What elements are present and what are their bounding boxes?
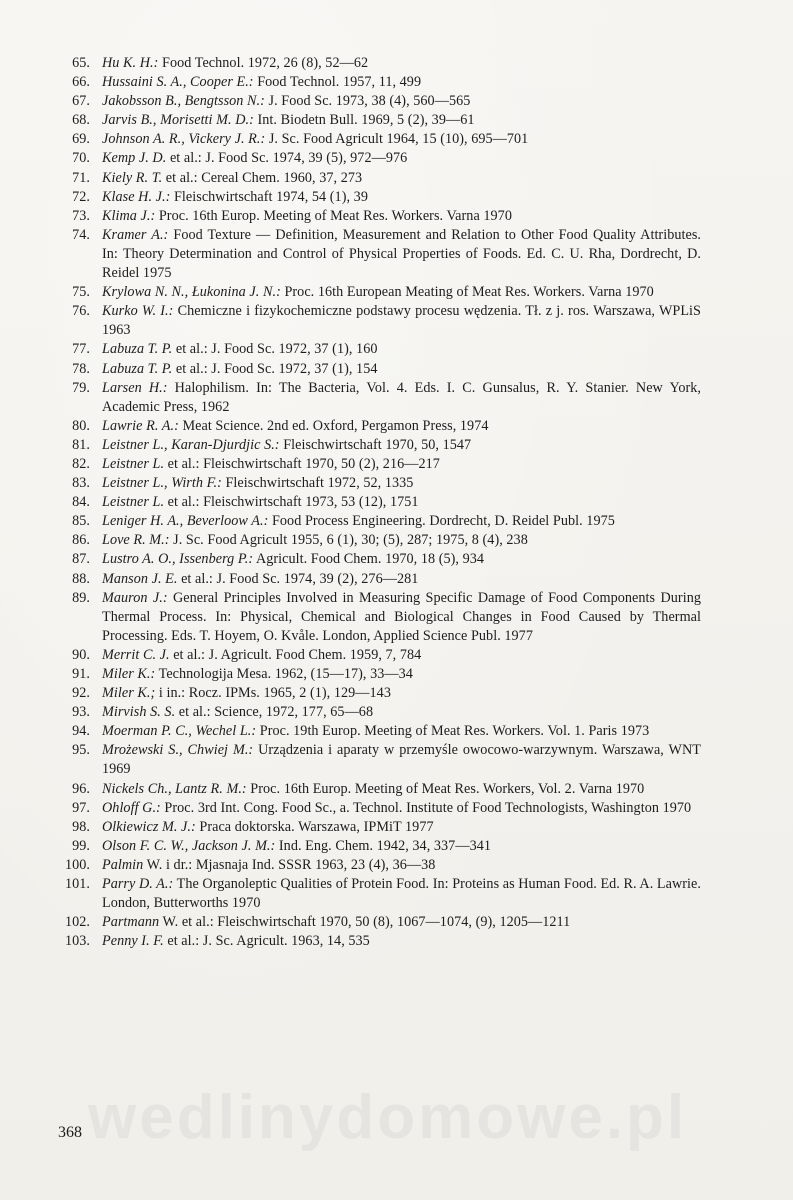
reference-authors: Leistner L.	[102, 494, 165, 511]
reference-number: 70.	[72, 150, 90, 167]
reference-number: 87.	[72, 551, 90, 568]
reference-text: Technologija Mesa. 1962, (15—17), 33—34	[155, 666, 413, 682]
reference-item	[0, 512, 793, 531]
reference-text: Proc. 16th Europ. Meeting of Meat Res. Workers. Varna 1970	[155, 207, 512, 224]
reference-number: 73.	[72, 207, 90, 224]
reference-item	[0, 531, 793, 550]
reference-number: 84.	[72, 494, 90, 511]
reference-text: Agricult. Food Chem. 1970, 18 (5), 934	[253, 551, 485, 568]
reference-text: Chemiczne i fizykochemiczne podstawy procesu wędzenia. Tł. z j. ros. Warszawa, WPLiS 1963	[102, 303, 701, 339]
reference-authors: Hu K. H.:	[102, 55, 159, 71]
reference-item	[0, 54, 793, 73]
reference-authors: Parry D. A.:	[102, 876, 174, 893]
reference-item	[0, 340, 793, 359]
reference-text: Urządzenia i aparaty w przemyśle owocowo-warzywnym. Warszawa, WNT 1969	[102, 742, 702, 778]
page-number: 368	[58, 1124, 82, 1141]
reference-text: et al.: J. Food Sc. 1974, 39 (5), 972—976	[166, 150, 408, 167]
reference-item	[0, 474, 793, 493]
reference-number: 89.	[72, 589, 90, 606]
reference-text: Meat Science. 2nd ed. Oxford, Pergamon Press, 1974	[178, 417, 489, 434]
reference-item	[0, 875, 793, 913]
reference-text: et al.: Fleischwirtschaft 1973, 53 (12), 1751	[164, 494, 419, 511]
reference-number: 71.	[72, 169, 90, 186]
reference-text: Fleischwirtschaft 1972, 52, 1335	[221, 475, 414, 492]
reference-authors: Olkiewicz M. J.:	[102, 818, 196, 835]
reference-text: Food Technol. 1972, 26 (8), 52—62	[158, 55, 369, 71]
reference-number: 66.	[72, 74, 90, 91]
reference-number: 92.	[72, 685, 90, 702]
reference-text: et al.: J. Food Sc. 1974, 39 (2), 276—281	[177, 570, 419, 587]
reference-authors: Jakobsson B., Bengtsson N.:	[102, 93, 265, 110]
reference-item	[0, 149, 793, 168]
reference-authors: Mirvish S. S.	[102, 704, 176, 721]
reference-item	[0, 493, 793, 512]
reference-number: 83.	[72, 475, 90, 492]
reference-text: i in.: Rocz. IPMs. 1965, 2 (1), 129—143	[155, 685, 391, 702]
reference-item	[0, 302, 793, 340]
reference-text: Proc. 16th European Meating of Meat Res. Workers. Varna 1970	[280, 284, 654, 301]
reference-item	[0, 379, 793, 417]
reference-number: 90.	[72, 646, 90, 663]
reference-text: Food Technol. 1957, 11, 499	[253, 74, 422, 91]
reference-number: 91.	[72, 666, 90, 682]
reference-text: et al.: Fleischwirtschaft 1970, 50 (2), 216—217	[164, 455, 440, 472]
reference-authors: Manson J. E.	[102, 570, 178, 587]
reference-authors: Leistner L., Karan-Djurdjic S.:	[102, 436, 280, 453]
reference-item	[0, 92, 793, 111]
reference-number: 97.	[72, 799, 90, 816]
reference-authors: Partmann	[102, 914, 160, 931]
reference-item	[0, 913, 793, 932]
reference-text: et al.: J. Agricult. Food Chem. 1959, 7, 784	[169, 646, 422, 663]
reference-authors: Leistner L.	[102, 455, 165, 472]
reference-number: 67.	[72, 93, 90, 110]
reference-authors: Kurko W. I.:	[102, 303, 174, 320]
reference-text: et al.: J. Sc. Agricult. 1963, 14, 535	[163, 933, 370, 950]
reference-text: Proc. 16th Europ. Meeting of Meat Res. Workers, Vol. 2. Varna 1970	[246, 780, 645, 797]
reference-number: 68.	[72, 112, 90, 129]
reference-number: 86.	[72, 532, 90, 549]
reference-authors: Kiely R. T.	[102, 169, 163, 186]
reference-number: 79.	[72, 379, 90, 396]
reference-item	[0, 550, 793, 569]
reference-number: 102.	[64, 914, 90, 931]
reference-authors: Kemp J. D.	[102, 150, 167, 167]
reference-number: 101.	[64, 876, 90, 893]
reference-authors: Lustro A. O., Issenberg P.:	[102, 551, 254, 568]
reference-item	[0, 283, 793, 302]
reference-item	[0, 169, 793, 188]
reference-text: Proc. 19th Europ. Meeting of Meat Res. Workers. Vol. 1. Paris 1973	[256, 723, 650, 740]
reference-number: 82.	[72, 455, 90, 472]
reference-number: 81.	[72, 436, 90, 453]
reference-item	[0, 684, 793, 703]
reference-text: Fleischwirtschaft 1974, 54 (1), 39	[170, 188, 368, 205]
reference-item	[0, 455, 793, 474]
reference-number: 85.	[72, 513, 90, 530]
reference-number: 96.	[72, 780, 90, 797]
reference-number: 95.	[72, 742, 90, 759]
reference-text: et al.: Science, 1972, 177, 65—68	[175, 704, 374, 721]
reference-text: Food Texture — Definition, Measurement and Relation to Other Food Quality Attributes. In: Theory Determination and Control of Physical Properties of Foods. Ed. C. U. Rha, Dordrecht, D. Reidel 1975	[102, 226, 701, 282]
reference-item	[0, 360, 793, 379]
reference-item	[0, 417, 793, 436]
reference-authors: Klase H. J.:	[102, 188, 171, 205]
reference-number: 100.	[64, 856, 90, 873]
reference-item	[0, 73, 793, 92]
reference-number: 72.	[72, 188, 90, 205]
reference-text: et al.: J. Food Sc. 1972, 37 (1), 154	[172, 360, 378, 377]
reference-number: 80.	[72, 417, 90, 434]
reference-number: 93.	[72, 704, 90, 721]
reference-text: W. et al.: Fleischwirtschaft 1970, 50 (8), 1067—1074, (9), 1205—1211	[159, 914, 571, 931]
reference-item	[0, 818, 793, 837]
reference-text: Food Process Engineering. Dordrecht, D. Reidel Publ. 1975	[268, 513, 615, 530]
reference-text: Halophilism. In: The Bacteria, Vol. 4. Eds. I. C. Gunsalus, R. Y. Stanier. New York, Academic Press, 1962	[102, 379, 701, 415]
reference-item	[0, 589, 793, 646]
reference-authors: Ohloff G.:	[102, 799, 161, 816]
reference-authors: Miler K.;	[102, 685, 156, 702]
reference-authors: Jarvis B., Morisetti M. D.:	[102, 112, 254, 129]
reference-authors: Johnson A. R., Vickery J. R.:	[102, 131, 266, 148]
reference-number: 78.	[72, 360, 90, 377]
reference-authors: Mauron J.:	[102, 589, 168, 606]
reference-authors: Lawrie R. A.:	[102, 417, 179, 434]
reference-authors: Hussaini S. A., Cooper E.:	[102, 74, 254, 91]
reference-text: J. Sc. Food Agricult 1964, 15 (10), 695—701	[265, 131, 529, 148]
reference-text: Praca doktorska. Warszawa, IPMiT 1977	[195, 818, 434, 835]
reference-authors: Miler K.:	[102, 666, 156, 682]
reference-authors: Krylowa N. N., Łukonina J. N.:	[102, 284, 281, 301]
reference-text: W. i dr.: Mjasnaja Ind. SSSR 1963, 23 (4), 36—38	[143, 856, 436, 873]
reference-item	[0, 207, 793, 226]
reference-text: J. Sc. Food Agricult 1955, 6 (1), 30; (5), 287; 1975, 8 (4), 238	[169, 532, 528, 549]
reference-authors: Labuza T. P.	[102, 360, 173, 377]
reference-item	[0, 436, 793, 455]
reference-text: The Organoleptic Qualities of Protein Food. In: Proteins as Human Food. Ed. R. A. Lawrie. London, Butterworths 1970	[102, 876, 701, 912]
reference-item	[0, 722, 793, 741]
reference-number: 69.	[72, 131, 90, 148]
reference-item	[0, 799, 793, 818]
reference-authors: Mrożewski S., Chwiej M.:	[102, 742, 254, 759]
reference-item	[0, 111, 793, 130]
reference-text: Proc. 3rd Int. Cong. Food Sc., a. Technol. Institute of Food Technologists, Washington 1970	[160, 799, 692, 816]
reference-item	[0, 703, 793, 722]
reference-item	[0, 188, 793, 207]
reference-item	[0, 932, 793, 951]
reference-number: 99.	[72, 837, 90, 854]
reference-authors: Leniger H. A., Beverloow A.:	[102, 513, 269, 530]
reference-text: Fleischwirtschaft 1970, 50, 1547	[279, 436, 472, 453]
reference-authors: Labuza T. P.	[102, 341, 173, 358]
reference-text: et al.: J. Food Sc. 1972, 37 (1), 160	[172, 341, 378, 358]
reference-authors: Larsen H.:	[102, 379, 168, 396]
reference-list	[0, 54, 793, 951]
reference-item	[0, 570, 793, 589]
reference-authors: Love R. M.:	[102, 532, 170, 549]
watermark: wedlinydomowe.pl	[88, 1083, 688, 1152]
reference-item	[0, 646, 793, 665]
reference-authors: Penny I. F.	[102, 933, 164, 950]
reference-item	[0, 741, 793, 779]
reference-authors: Palmin	[102, 856, 144, 873]
reference-number: 98.	[72, 818, 90, 835]
reference-authors: Klima J.:	[102, 207, 156, 224]
reference-item	[0, 665, 793, 684]
reference-text: et al.: Cereal Chem. 1960, 37, 273	[162, 169, 363, 186]
reference-item	[0, 130, 793, 149]
reference-authors: Nickels Ch., Lantz R. M.:	[102, 780, 247, 797]
reference-authors: Merrit C. J.	[102, 646, 170, 663]
reference-number: 103.	[64, 933, 90, 950]
reference-number: 74.	[72, 226, 90, 243]
reference-authors: Olson F. C. W., Jackson J. M.:	[102, 837, 276, 854]
reference-item	[0, 856, 793, 875]
reference-number: 77.	[72, 341, 90, 358]
reference-number: 88.	[72, 570, 90, 587]
reference-number: 94.	[72, 723, 90, 740]
reference-number: 75.	[72, 284, 90, 301]
reference-number: 65.	[72, 55, 90, 71]
reference-item	[0, 226, 793, 283]
reference-number: 76.	[72, 303, 90, 320]
reference-text: J. Food Sc. 1973, 38 (4), 560—565	[264, 93, 471, 110]
reference-authors: Moerman P. C., Wechel L.:	[102, 723, 257, 740]
reference-text: Ind. Eng. Chem. 1942, 34, 337—341	[275, 837, 491, 854]
reference-authors: Kramer A.:	[102, 226, 169, 243]
reference-authors: Leistner L., Wirth F.:	[102, 475, 222, 492]
reference-text: General Principles Involved in Measuring Specific Damage of Food Components During Thermal Process. In: Physical, Chemical and Biological Changes in Food Caused by Thermal Processing. Eds. T. Hoyem, O. Kvåle. London, Applied Science Publ. 1977	[102, 589, 701, 644]
reference-text: Int. Biodetn Bull. 1969, 5 (2), 39—61	[253, 112, 475, 129]
reference-item	[0, 780, 793, 799]
reference-item	[0, 837, 793, 856]
